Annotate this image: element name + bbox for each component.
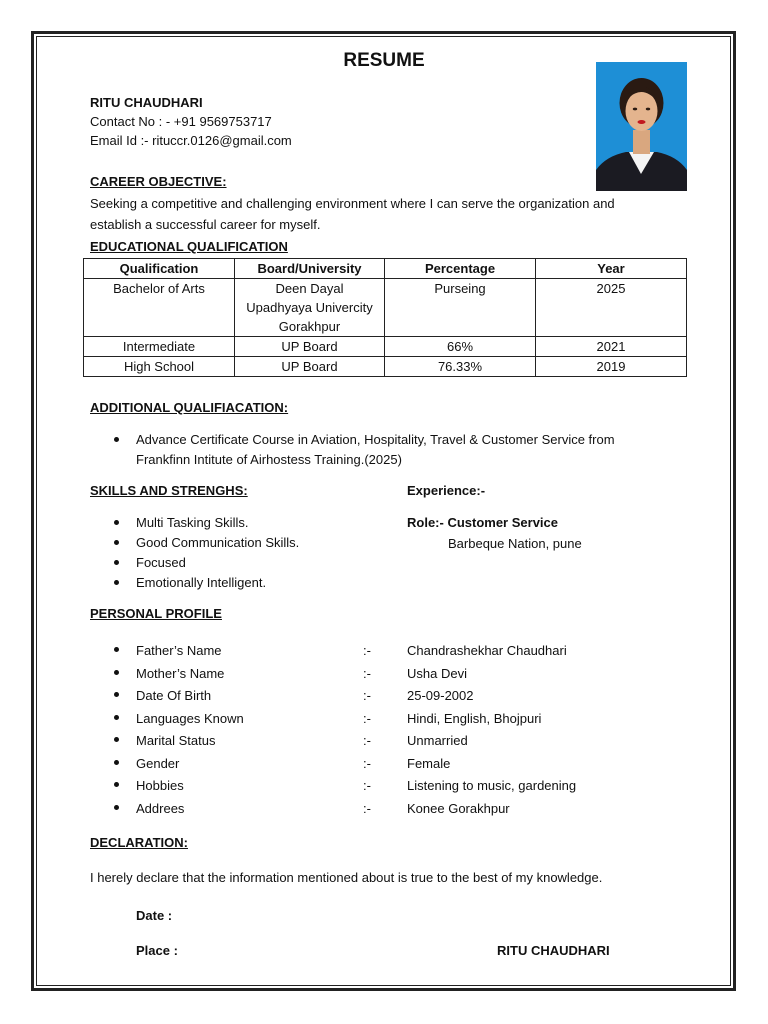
cell-year: 2021	[536, 337, 687, 357]
list-item: Good Communication Skills.	[90, 533, 299, 553]
additional-qualification-heading: ADDITIONAL QUALIFIACATION:	[90, 400, 289, 415]
cell-qualification: High School	[84, 357, 235, 377]
profile-value: Hindi, English, Bhojpuri	[407, 710, 542, 726]
cell-board-line: Deen Dayal	[275, 281, 344, 296]
education-heading: EDUCATIONAL QUALIFICATION	[90, 239, 288, 254]
profile-label: Marital Status	[90, 730, 244, 753]
cell-board: UP Board	[235, 337, 385, 357]
profile-label: Languages Known	[90, 708, 244, 731]
place-label: Place :	[136, 943, 178, 958]
profile-label: Date Of Birth	[90, 685, 244, 708]
profile-value: Female	[407, 755, 451, 771]
email-id: Email Id :- rituccr.0126@gmail.com	[90, 133, 292, 148]
profile-value: Usha Devi	[407, 665, 467, 681]
profile-label: Gender	[90, 753, 244, 776]
additional-line-2: Frankfinn Intitute of Airhostess Training.(2025)	[136, 452, 402, 467]
candidate-name: RITU CHAUDHARI	[90, 95, 203, 110]
list-item: Emotionally Intelligent.	[90, 573, 299, 593]
additional-line-1: Advance Certificate Course in Aviation, Hospitality, Travel & Customer Service from	[136, 432, 615, 447]
profile-separator: :-	[363, 733, 371, 748]
table-row	[84, 337, 687, 357]
personal-profile-values	[407, 640, 576, 820]
portrait-icon	[596, 62, 687, 191]
cell-year: 2025	[536, 279, 687, 337]
cell-board-line: Upadhyaya Univercity	[246, 300, 373, 315]
profile-label: Addrees	[90, 798, 244, 821]
profile-separator: :-	[363, 710, 371, 726]
cell-board	[235, 279, 385, 337]
cell-qualification: Bachelor of Arts	[84, 279, 235, 337]
list-item: Focused	[90, 553, 299, 573]
experience-role: Role:- Customer Service	[407, 515, 558, 530]
profile-separator: :-	[363, 755, 371, 771]
date-label: Date :	[136, 908, 173, 923]
cell-percentage: Purseing	[385, 279, 536, 337]
cell-year: 2019	[536, 357, 687, 377]
profile-label: Father’s Name	[90, 640, 244, 663]
cell-board-line: Gorakhpur	[278, 319, 341, 334]
skills-list	[90, 513, 299, 593]
cell-board: UP Board	[235, 357, 385, 377]
profile-separator: :-	[363, 643, 371, 658]
skills-heading: SKILLS AND STRENGHS:	[90, 483, 248, 498]
table-row	[84, 357, 687, 377]
experience-company: Barbeque Nation, pune	[448, 536, 582, 551]
column-header-year: Year	[536, 259, 687, 279]
profile-separator: :-	[363, 800, 371, 816]
column-header-qualification: Qualification	[84, 259, 235, 279]
contact-number: Contact No : - +91 9569753717	[90, 114, 272, 129]
table-row	[84, 279, 687, 337]
profile-value: 25-09-2002	[407, 688, 474, 703]
personal-profile-separators	[363, 640, 371, 820]
education-table-header	[84, 259, 687, 279]
profile-separator: :-	[363, 778, 371, 793]
personal-profile-labels	[90, 640, 244, 820]
list-item	[90, 430, 615, 470]
column-header-percentage: Percentage	[385, 259, 536, 279]
personal-profile-heading: PERSONAL PROFILE	[90, 606, 222, 621]
cell-percentage: 76.33%	[385, 357, 536, 377]
list-item: Multi Tasking Skills.	[90, 513, 299, 533]
career-objective-line-1: Seeking a competitive and challenging environment where I can serve the organization and	[90, 196, 615, 211]
additional-qualification-list	[90, 430, 615, 470]
profile-label: Mother’s Name	[90, 663, 244, 686]
profile-value: Listening to music, gardening	[407, 778, 577, 793]
declaration-text: I herely declare that the information mentioned about is true to the best of my knowledge.	[90, 870, 603, 885]
career-objective-heading: CAREER OBJECTIVE:	[90, 174, 227, 189]
education-table	[83, 258, 687, 377]
profile-separator: :-	[363, 665, 371, 681]
cell-percentage: 66%	[385, 337, 536, 357]
profile-value: Konee Gorakhpur	[407, 800, 510, 816]
profile-value: Chandrashekhar Chaudhari	[407, 643, 567, 658]
career-objective-line-2: establish a successful career for myself.	[90, 217, 321, 232]
resume-title: RESUME	[343, 50, 425, 71]
column-header-board: Board/University	[235, 259, 385, 279]
declaration-heading: DECLARATION:	[90, 835, 188, 850]
profile-label: Hobbies	[90, 775, 244, 798]
cell-qualification: Intermediate	[84, 337, 235, 357]
signature-name: RITU CHAUDHARI	[497, 943, 610, 958]
profile-separator: :-	[363, 688, 371, 703]
profile-value: Unmarried	[407, 733, 468, 748]
experience-heading: Experience:-	[407, 483, 486, 498]
profile-photo	[596, 62, 687, 191]
